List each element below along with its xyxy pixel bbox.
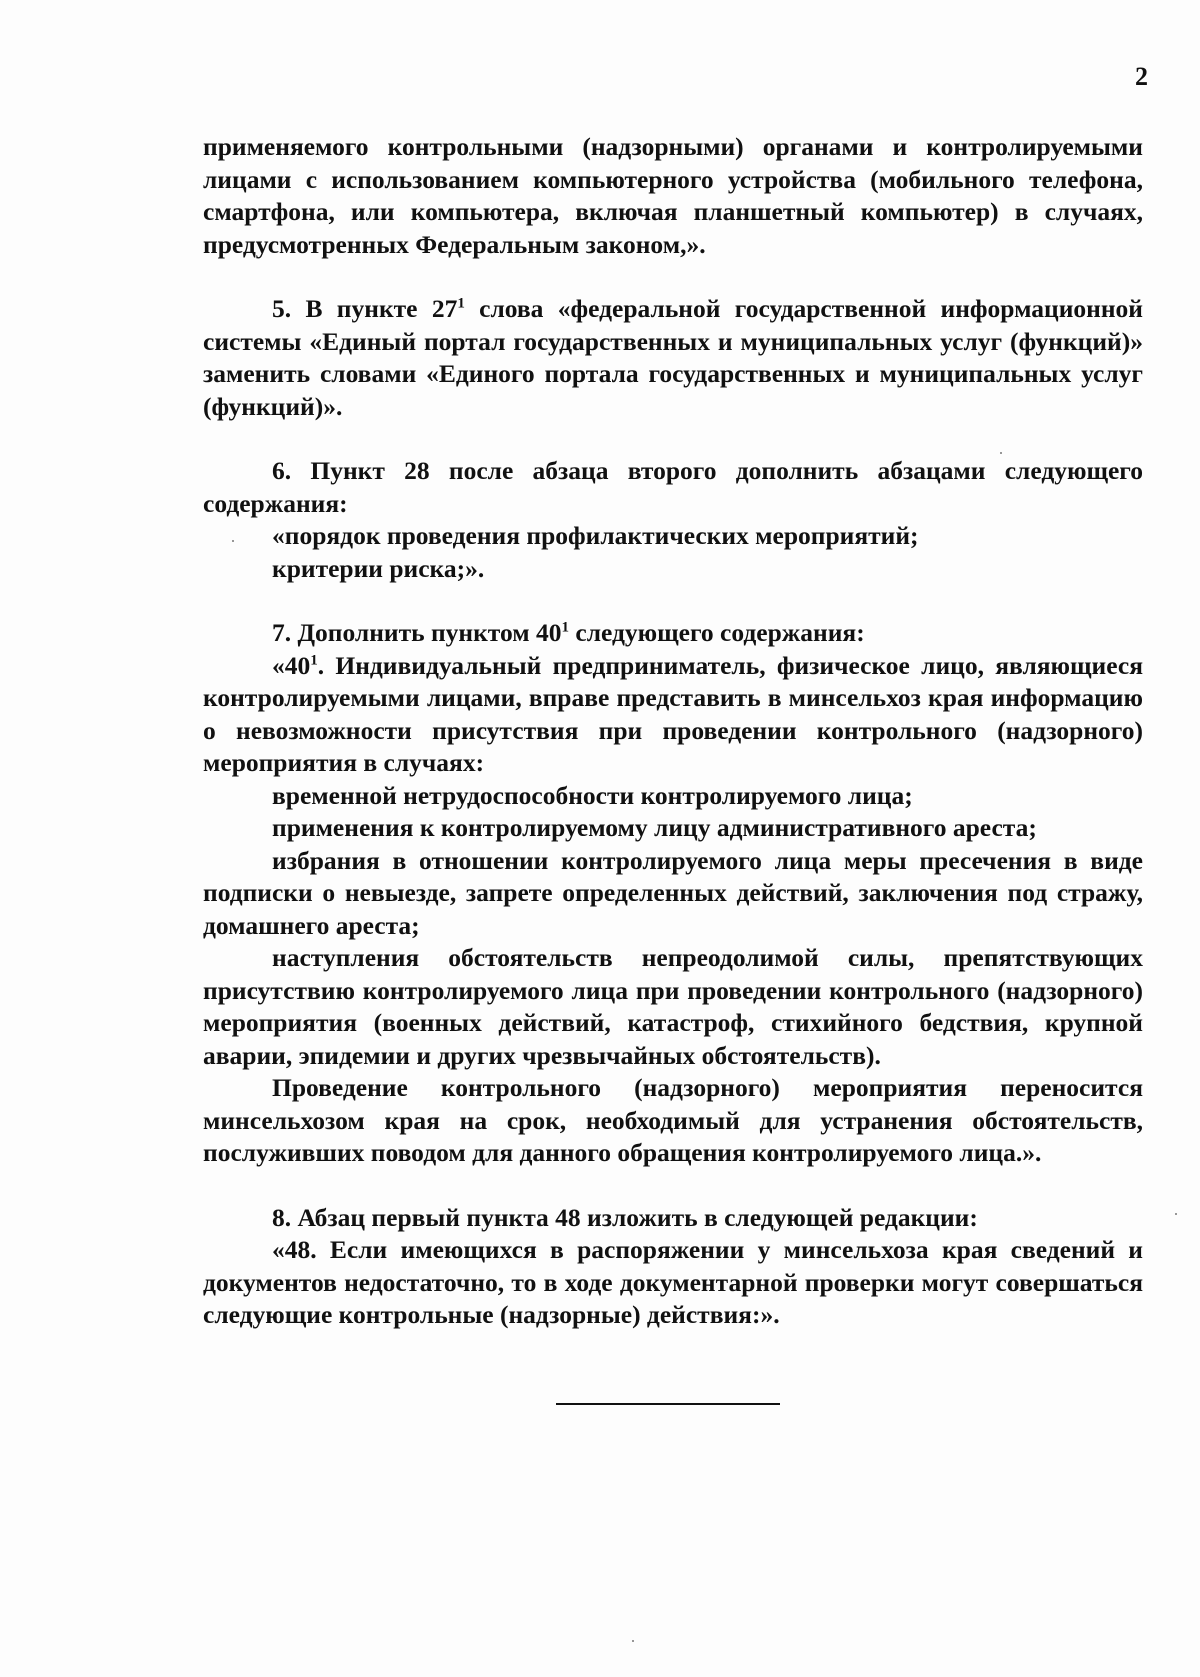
quote-line: критерии риска;». <box>272 553 485 583</box>
superscript: 1 <box>561 619 570 636</box>
quote-paragraph <box>203 650 1143 780</box>
quote-line: «порядок проведения профилактических мероприятий; <box>272 521 919 550</box>
case-line: наступления обстоятельств непреодолимой силы, препятствующих присутствию контролируемого лица при проведении контрольного (надзорного) мероприятия (военных действий, катастроф, стихийного бедствия, крупной аварии, эпидемии и других чрезвычайных обстоятельств). <box>203 943 1143 1070</box>
case-line: избрания в отношении контролируемого лица меры пресечения в виде подписки о невыезде, запрете определенных действий, заключения под стражу, домашнего ареста; <box>203 845 1143 940</box>
paragraph-item-7-text: следующего содержания: <box>569 618 865 647</box>
quote-closing-paragraph: Проведение контрольного (надзорного) мероприятия переносится минсельхозом края на срок, необходимый для устранения обстоятельств, послуживших поводом для данного обращения контролируемого лица.». <box>203 1073 1143 1167</box>
paragraph-item-7-lead: 7. Дополнить пунктом 40 <box>272 618 562 647</box>
paragraph-item-5-text: слова «федеральной государственной информационной системы «Единый портал государственных и муниципальных услуг (функций)» заменить словами «Единого портала государственных и муниципальных услуг (функций)». <box>203 294 1144 421</box>
paragraph-item-8: 8. Абзац первый пункта 48 изложить в следующей редакции: <box>272 1202 978 1232</box>
page-number: 2 <box>1135 62 1148 91</box>
document-body <box>203 131 1143 1332</box>
superscript: 1 <box>457 295 465 312</box>
end-divider-line <box>556 1403 780 1405</box>
superscript: 1 <box>310 652 318 668</box>
case-line: применения к контролируемому лицу административного ареста; <box>272 813 1037 842</box>
quote-text: . Индивидуальный предприниматель, физическое лицо, являющиеся контролируемыми лицами, вправе представить в минсельхоз края информацию о невозможности присутствия при проведении контрольного (надзорного) мероприятия в случаях: <box>203 650 1143 777</box>
case-line: временной нетрудоспособности контролируемого лица; <box>272 780 913 810</box>
scan-speck <box>632 1640 634 1642</box>
quote-lead: «40 <box>272 650 311 680</box>
paragraph-item-5-lead: 5. В пункте 27 <box>272 294 458 323</box>
paragraph-item-5 <box>203 293 1143 423</box>
paragraph-continuation: применяемого контрольными (надзорными) органами и контролируемыми лицами с использованием компьютерного устройства (мобильного телефона, смартфона, или компьютера, включая планшетный компьютер) в случаях, предусмотренных Федеральным законом,». <box>203 132 1143 259</box>
scan-speck <box>232 540 234 542</box>
paragraph-item-7 <box>203 617 1143 650</box>
quote-paragraph: «48. Если имеющихся в распоряжении у минсельхоза края сведений и документов недостаточно, то в ходе документарной проверки могут совершаться следующие контрольные (надзорные) действия:». <box>203 1235 1143 1329</box>
scan-speck <box>1000 452 1002 454</box>
scan-speck <box>1175 1213 1177 1215</box>
paragraph-item-6: 6. Пункт 28 после абзаца второго дополнить абзацами следующего содержания: <box>203 456 1143 518</box>
